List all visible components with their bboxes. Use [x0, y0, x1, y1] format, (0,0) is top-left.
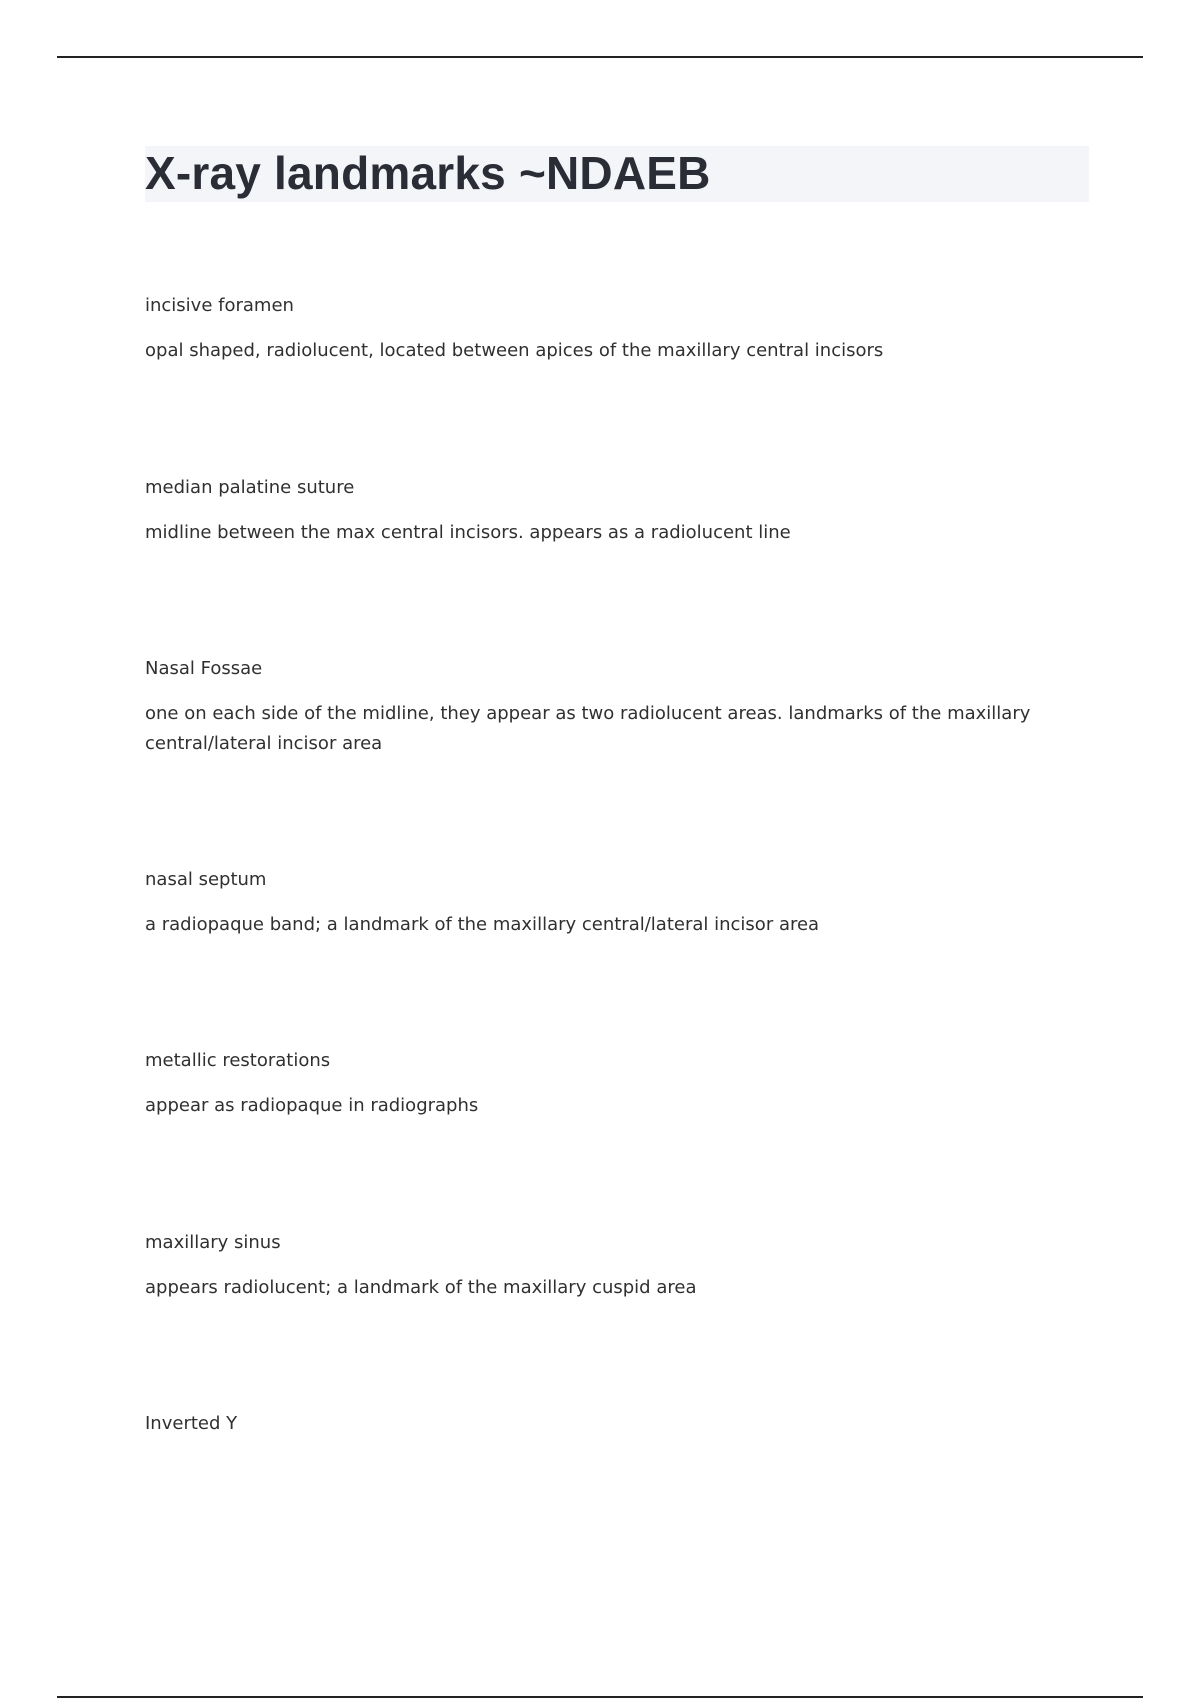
card-term: incisive foramen: [145, 295, 294, 316]
card-term: Nasal Fossae: [145, 658, 263, 679]
card-definition: a radiopaque band; a landmark of the maxillary central/lateral incisor area: [145, 914, 820, 935]
card-definition: one on each side of the midline, they appear as two radiolucent areas. landmarks of the maxillary central/lateral incisor area: [145, 703, 1031, 754]
card-definition: appear as radiopaque in radiographs: [145, 1095, 479, 1116]
card-definition: opal shaped, radiolucent, located between apices of the maxillary central incisors: [145, 340, 884, 361]
top-rule: [57, 56, 1143, 58]
bottom-rule: [57, 1696, 1143, 1698]
flashcard-nasal-fossae: [145, 657, 1045, 759]
flashcard-inverted-y: [145, 1412, 1045, 1454]
card-term: metallic restorations: [145, 1050, 331, 1071]
card-definition: appears radiolucent; a landmark of the maxillary cuspid area: [145, 1277, 697, 1298]
flashcard-nasal-septum: [145, 868, 1045, 940]
card-term: nasal septum: [145, 869, 267, 890]
flashcard-incisive-foramen: [145, 294, 1045, 366]
flashcard-maxillary-sinus: [145, 1231, 1045, 1303]
card-definition: midline between the max central incisors. appears as a radiolucent line: [145, 522, 791, 543]
flashcard-metallic-restorations: [145, 1049, 1045, 1121]
card-term: maxillary sinus: [145, 1232, 281, 1253]
document-title: X-ray landmarks ~NDAEB: [145, 147, 711, 199]
flashcard-median-palatine-suture: [145, 476, 1045, 548]
card-term: median palatine suture: [145, 477, 355, 498]
card-term: Inverted Y: [145, 1413, 238, 1434]
